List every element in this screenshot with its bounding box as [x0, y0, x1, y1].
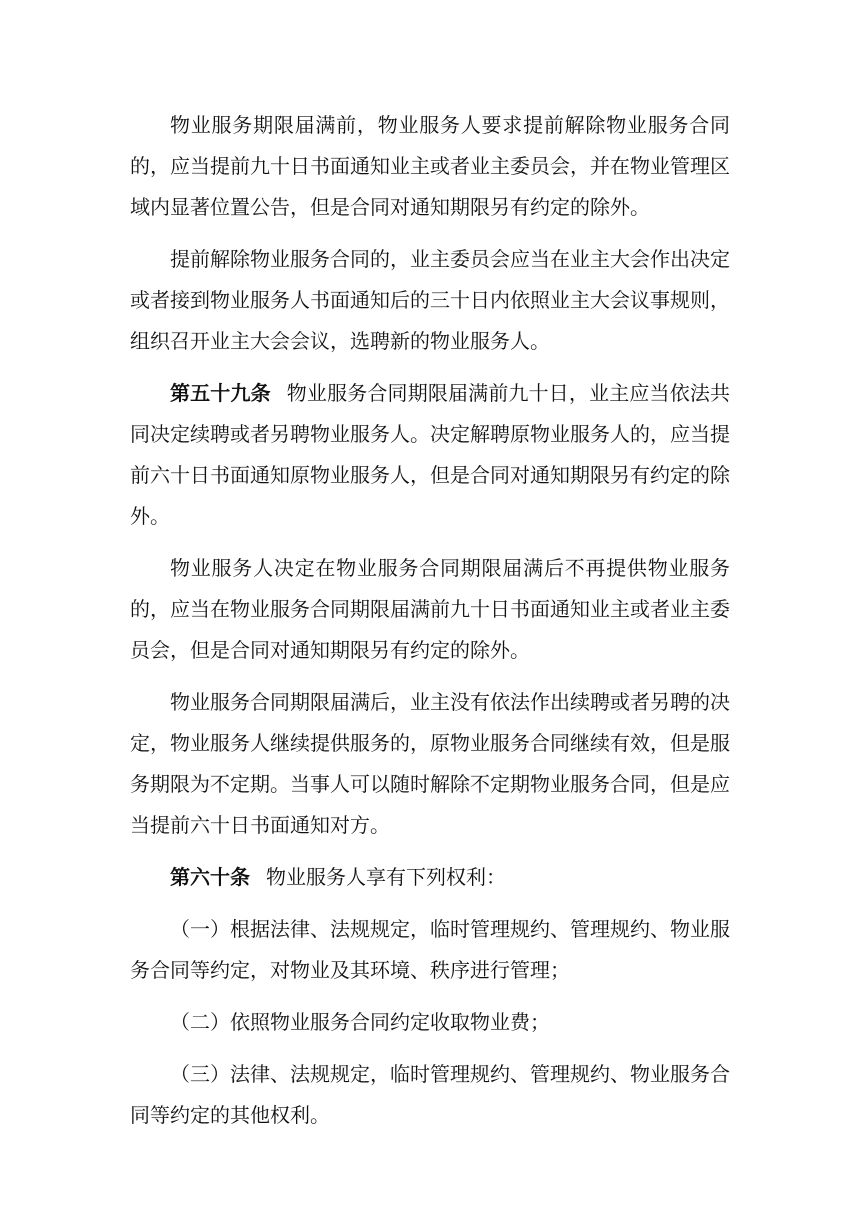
list-item-right-1 [130, 909, 730, 991]
paragraph-text: 物业服务人决定在物业服务合同期限届满后不再提供物业服务的，应当在物业服务合同期限届满前九十日书面通知业主或者业主委员会，但是合同对通知期限另有约定的除外。 [130, 556, 730, 662]
paragraph-owners-meeting [130, 239, 730, 362]
document-page [130, 105, 730, 1147]
paragraph-text: 物业服务合同期限届满后，业主没有依法作出续聘或者另聘的决定，物业服务人继续提供服务的，原物业服务合同继续有效，但是服务期限为不定期。当事人可以随时解除不定期物业服务合同，但是应当提前六十日书面通知对方。 [130, 690, 730, 837]
paragraph-text: 提前解除物业服务合同的，业主委员会应当在业主大会作出决定或者接到物业服务人书面通知后的三十日内依照业主大会议事规则，组织召开业主大会会议，选聘新的物业服务人。 [130, 247, 730, 353]
article-heading: 第六十条 [170, 865, 250, 889]
paragraph-text: （三）法律、法规规定，临时管理规约、管理规约、物业服务合同等约定的其他权利。 [130, 1062, 730, 1127]
paragraph-early-termination-notice [130, 105, 730, 228]
paragraph-indefinite-term [130, 682, 730, 846]
paragraph-text: 物业服务期限届满前，物业服务人要求提前解除物业服务合同的，应当提前九十日书面通知业主或者业主委员会，并在物业管理区域内显著位置公告，但是合同对通知期限另有约定的除外。 [130, 113, 730, 219]
paragraph-text: 物业服务合同期限届满前九十日，业主应当依法共同决定续聘或者另聘物业服务人。决定解聘原物业服务人的，应当提前六十日书面通知原物业服务人，但是合同对通知期限另有约定的除外。 [130, 381, 731, 528]
paragraph-text: （一）根据法律、法规规定，临时管理规约、管理规约、物业服务合同等约定，对物业及其环境、秩序进行管理； [130, 917, 730, 982]
paragraph-text: 物业服务人享有下列权利： [266, 865, 506, 889]
paragraph-no-renewal-notice [130, 548, 730, 671]
list-item-right-2 [130, 1002, 730, 1043]
article-59 [130, 373, 730, 537]
list-item-right-3 [130, 1054, 730, 1136]
article-heading: 第五十九条 [170, 381, 271, 405]
article-60 [130, 857, 730, 898]
paragraph-text: （二）依照物业服务合同约定收取物业费； [170, 1010, 550, 1034]
